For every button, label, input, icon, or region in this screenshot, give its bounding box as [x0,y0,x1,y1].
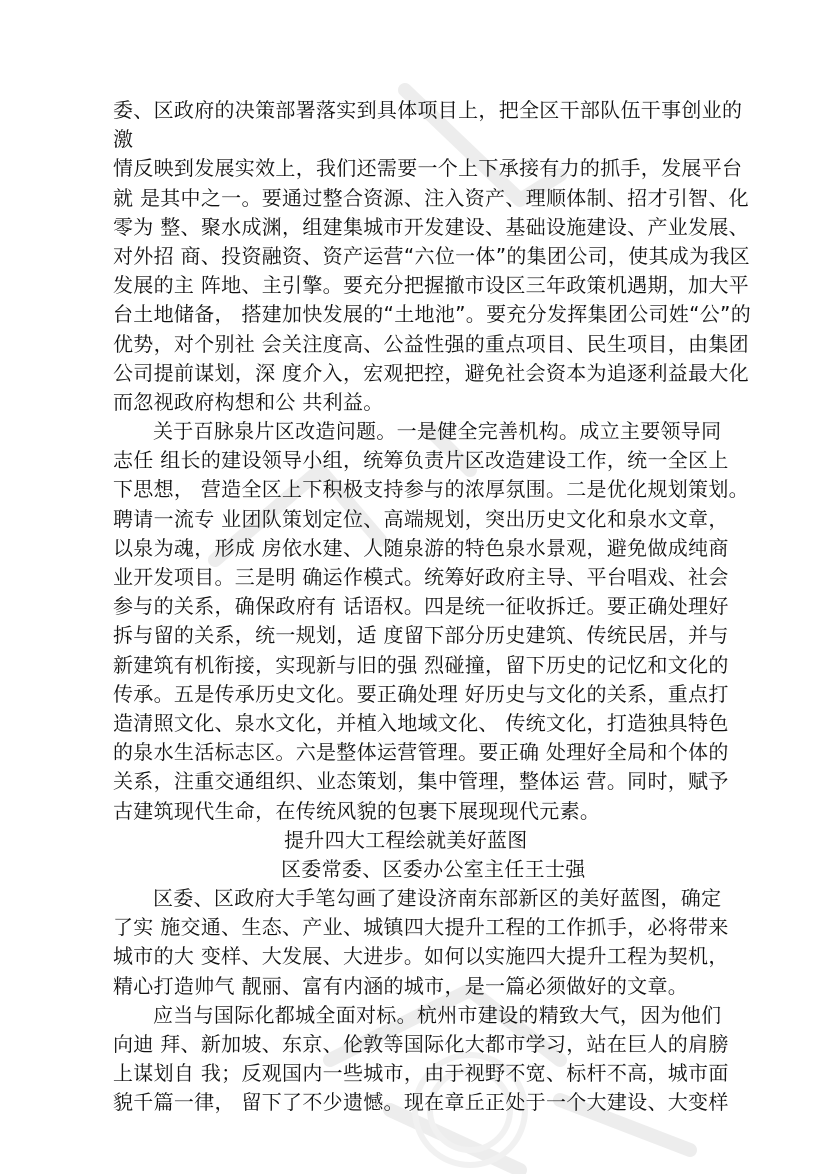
document-body [113,96,752,1118]
text-line: 传承。五是传承历史文化。要正确处理 好历史与文化的关系，重点打 [113,681,729,706]
text-line: 情反映到发展实效上，我们还需要一个上下承接有力的抓手，发展平台 [113,156,743,181]
text-line: 业开发项目。三是明 确运作模式。统筹好政府主导、平台唱戏、社会 [113,565,729,589]
text-line: 公司提前谋划，深 度介入，宏观把控，避免社会资本为追逐利益最大化 [113,360,749,385]
text-line: 就 是其中之一。要通过整合资源、注入资产、理顺体制、招才引智、化 [113,185,749,210]
paragraph-3 [113,884,729,1001]
author-byline: 区委常委、区委办公室主任王士强 [281,856,586,881]
text-line: 志任 组长的建设领导小组，统筹负责片区改造建设工作，统一全区上 [113,448,729,473]
text-line: 貌千篇一律， 留下了不少遗憾。现在章丘正处于一个大建设、大变样 [113,1090,729,1115]
text-line: 聘请一流专 业团队策划定位、高端规划，突出历史文化和泉水文章， [113,506,729,531]
text-line: 关于百脉泉片区改造问题。一是健全完善机构。成立主要领导同 [153,419,722,444]
text-line: 委、区政府的决策部署落实到具体项目上，把全区干部队伍干事创业的 [113,98,743,122]
text-line: 激 [113,127,134,152]
text-line: 向迪 拜、新加坡、东京、伦敦等国际化大都市学习，站在巨人的肩膀 [113,1032,729,1056]
text-line: 新建筑有机衔接，实现新与旧的强 烈碰撞，留下历史的记忆和文化的 [113,652,729,677]
section-heading: 提升四大工程绘就美好蓝图 [284,827,528,852]
text-line: 发展的主 阵地、主引擎。要充分把握撤市设区三年政策机遇期，加大平 [113,273,749,298]
text-line: 优势，对个别社 会关注度高、公益性强的重点项目、民生项目，由集团 [113,331,749,356]
text-line: 以泉为魂，形成 房依水建、人随泉游的特色泉水景观，避免做成纯商 [113,535,729,560]
text-line: 造清照文化、泉水文化，并植入地域文化、 传统文化，打造独具特色 [113,710,729,735]
text-line: 下思想， 营造全区上下积极支持参与的浓厚氛围。二是优化规划策划。 [113,477,749,502]
text-line: 台土地储备， 搭建加快发展的“土地池”。要充分发挥集团公司姓“公”的 [113,302,752,327]
text-line: 区委、区政府大手笔勾画了建设济南东部新区的美好蓝图，确定 [153,886,722,911]
text-line: 城市的大 变样、大发展、大进步。如何以实施四大提升工程为契机， [113,944,729,969]
paragraph-4 [113,1001,729,1118]
text-line: 了实 施交通、生态、产业、城镇四大提升工程的工作抓手，必将带来 [113,915,729,940]
paragraph-1 [113,96,752,417]
text-line: 关系，注重交通组织、业态策划，集中管理，整体运 营。同时，赋予 [113,769,729,794]
text-line: 而忽视政府构想和公 共利益。 [113,389,384,414]
text-line: 参与的关系，确保政府有 话语权。四是统一征收拆迁。要正确处理好 [113,594,729,619]
text-line: 精心打造帅气 靓丽、富有内涵的城市，是一篇必须做好的文章。 [113,973,689,998]
text-line: 拆与留的关系，统一规划，适 度留下部分历史建筑、传统民居，并与 [113,623,729,648]
text-line: 的泉水生活标志区。六是整体运营管理。要正确 处理好全局和个体的 [113,740,729,765]
paragraph-2 [113,417,749,826]
text-line: 应当与国际化都城全面对标。杭州市建设的精致大气，因为他们 [153,1002,722,1027]
text-line: 古建筑现代生命，在传统风貌的包裹下展现现代元素。 [113,798,601,823]
text-line: 对外招 商、投资融资、资产运营“六位一体”的集团公司，使其成为我区 [113,243,750,268]
text-line: 上谋划自 我；反观国内一些城市，由于视野不宽、标杆不高，城市面 [113,1061,729,1086]
text-line: 零为 整、聚水成渊，组建集城市开发建设、基础设施建设、产业发展、 [113,214,749,239]
